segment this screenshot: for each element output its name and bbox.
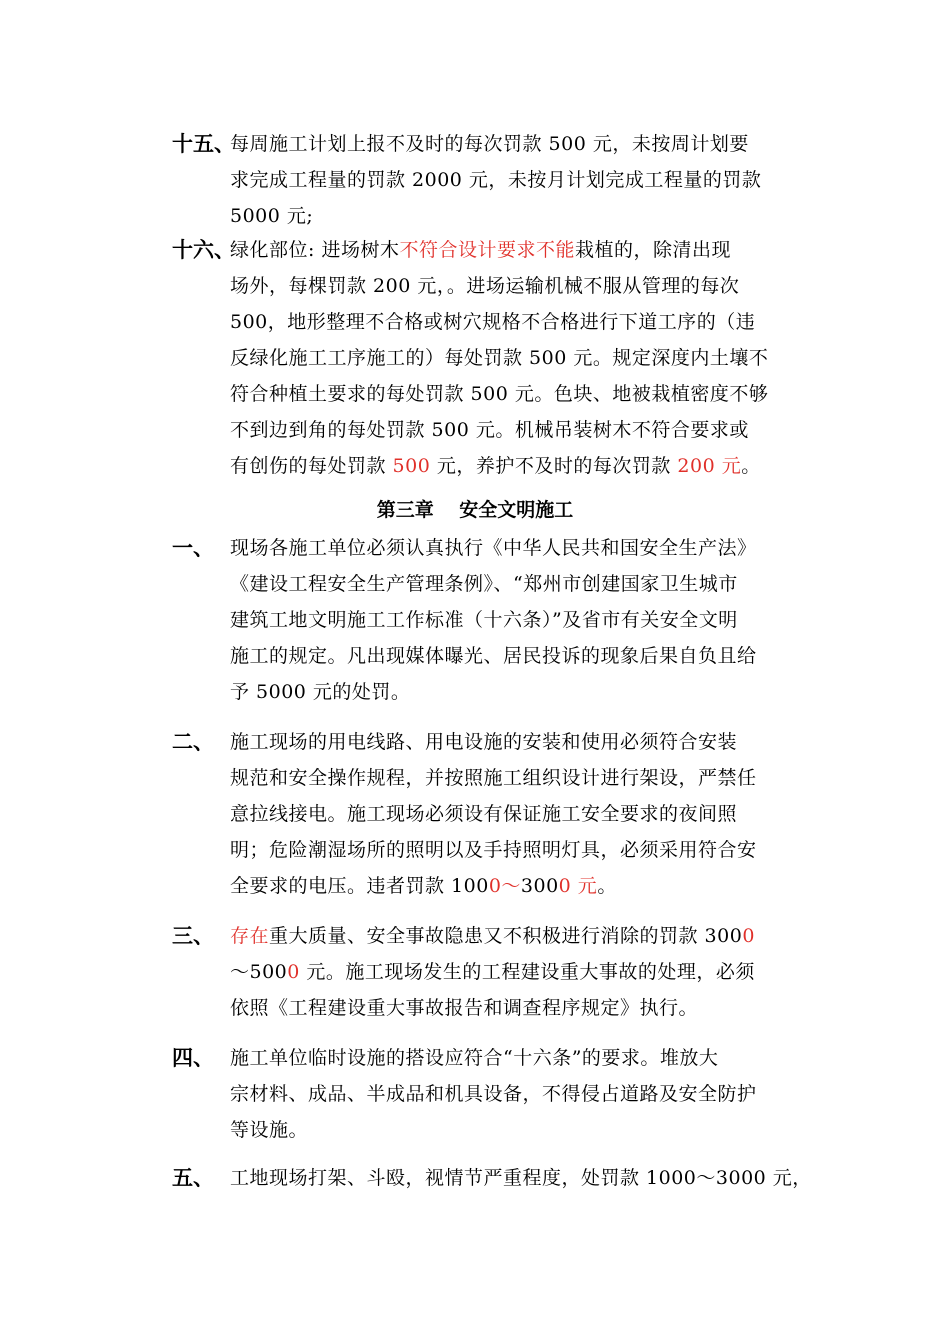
text-line — [230, 796, 820, 832]
text-segment: 。 — [597, 875, 617, 897]
text-line — [230, 1160, 820, 1196]
text-line — [230, 198, 820, 234]
item-text — [230, 724, 820, 904]
text-segment: 予 5000 元的处罚。 — [230, 681, 411, 703]
item-number: 一、 — [172, 536, 214, 560]
text-segment: 宗材料、成品、半成品和机具设备，不得侵占道路及安全防护 — [230, 1083, 757, 1105]
text-segment: 反绿化施工工序施工的）每处罚款 500 元。规定深度内土壤不 — [230, 347, 769, 369]
text-line — [230, 1112, 820, 1148]
highlighted-text: 0～ — [488, 875, 521, 897]
text-line — [230, 760, 820, 796]
text-segment: 施工单位临时设施的搭设应符合“十六条”的要求。堆放大 — [230, 1047, 719, 1069]
text-segment: 场外，每棵罚款 200 元，。进场运输机械不服从管理的每次 — [230, 275, 740, 297]
text-segment: 300 — [520, 875, 559, 897]
text-segment: 等设施。 — [230, 1119, 309, 1141]
item-number: 五、 — [172, 1166, 214, 1190]
text-line — [230, 412, 820, 448]
text-line — [230, 868, 820, 904]
text-line — [230, 724, 820, 760]
text-line — [230, 1040, 820, 1076]
highlighted-text: 不符合设计要求不能 — [399, 239, 575, 261]
highlighted-text: 0 — [287, 961, 300, 983]
item-text — [230, 126, 820, 234]
item-number: 十五、 — [172, 132, 235, 156]
highlighted-text: 500 — [392, 455, 431, 477]
text-line — [230, 566, 820, 602]
text-line — [230, 638, 820, 674]
highlighted-text: 存在 — [230, 925, 270, 947]
highlighted-text: 0 — [742, 925, 755, 947]
item-text — [230, 1160, 820, 1196]
item-text — [230, 1040, 820, 1148]
text-segment: 。 — [741, 455, 761, 477]
text-segment: 施工的规定。凡出现媒体曝光、居民投诉的现象后果自负且给 — [230, 645, 757, 667]
text-segment: 每周施工计划上报不及时的每次罚款 500 元，未按周计划要 — [230, 133, 749, 155]
text-segment: 重大质量、安全事故隐患又不积极进行消除的罚款 300 — [269, 925, 743, 947]
text-segment: 栽植的，除清出现 — [574, 239, 731, 261]
highlighted-text: 0 元 — [558, 875, 598, 897]
highlighted-text: 200 元 — [677, 455, 742, 477]
text-segment: 不到边到角的每处罚款 500 元。机械吊装树木不符合要求或 — [230, 419, 749, 441]
text-line — [230, 530, 820, 566]
text-segment: 规范和安全操作规程，并按照施工组织设计进行架设，严禁任 — [230, 767, 757, 789]
text-line — [230, 126, 820, 162]
text-line — [230, 602, 820, 638]
text-segment: 有创伤的每处罚款 — [230, 455, 393, 477]
text-segment: 全要求的电压。违者罚款 100 — [230, 875, 489, 897]
text-line — [230, 268, 820, 304]
text-line — [230, 954, 820, 990]
text-line — [230, 376, 820, 412]
text-segment: 元。施工现场发生的工程建设重大事故的处理，必须 — [299, 961, 755, 983]
text-segment: 现场各施工单位必须认真执行《中华人民共和国安全生产法》 — [230, 537, 757, 559]
text-line — [230, 832, 820, 868]
text-segment: 5000 元; — [230, 205, 314, 227]
text-line — [230, 232, 820, 268]
text-segment: 工地现场打架、斗殴，视情节严重程度，处罚款 1000～3000 元， — [230, 1167, 812, 1189]
text-segment: 施工现场的用电线路、用电设施的安装和使用必须符合安装 — [230, 731, 738, 753]
text-line — [230, 304, 820, 340]
text-segment: 元，养护不及时的每次罚款 — [430, 455, 678, 477]
text-line — [230, 448, 820, 484]
text-segment: 符合种植土要求的每处罚款 500 元。色块、地被栽植密度不够 — [230, 383, 769, 405]
text-line — [230, 918, 820, 954]
text-segment: 意拉线接电。施工现场必须设有保证施工安全要求的夜间照 — [230, 803, 738, 825]
text-line — [230, 340, 820, 376]
text-line — [230, 162, 820, 198]
text-segment: 明；危险潮湿场所的照明以及手持照明灯具，必须采用符合安 — [230, 839, 757, 861]
text-segment: 《建设工程安全生产管理条例》、“郑州市创建国家卫生城市 — [230, 573, 738, 595]
item-text — [230, 232, 820, 484]
text-segment: 绿化部位: 进场树木 — [230, 239, 400, 261]
text-segment: 求完成工程量的罚款 2000 元，未按月计划完成工程量的罚款 — [230, 169, 762, 191]
text-segment: ～500 — [230, 961, 288, 983]
item-text — [230, 918, 820, 1026]
text-segment: 建筑工地文明施工工作标准（十六条）”及省市有关安全文明 — [230, 609, 738, 631]
text-line — [230, 990, 820, 1026]
chapter-heading: 第三章 安全文明施工 — [376, 499, 574, 521]
item-number: 十六、 — [172, 238, 235, 262]
item-number: 三、 — [172, 924, 214, 948]
text-segment: 依照《工程建设重大事故报告和调查程序规定》执行。 — [230, 997, 699, 1019]
text-line — [230, 674, 820, 710]
item-number: 四、 — [172, 1046, 214, 1070]
text-segment: 500，地形整理不合格或树穴规格不合格进行下道工序的（违 — [230, 311, 756, 333]
item-number: 二、 — [172, 730, 214, 754]
text-line — [230, 1076, 820, 1112]
item-text — [230, 530, 820, 710]
